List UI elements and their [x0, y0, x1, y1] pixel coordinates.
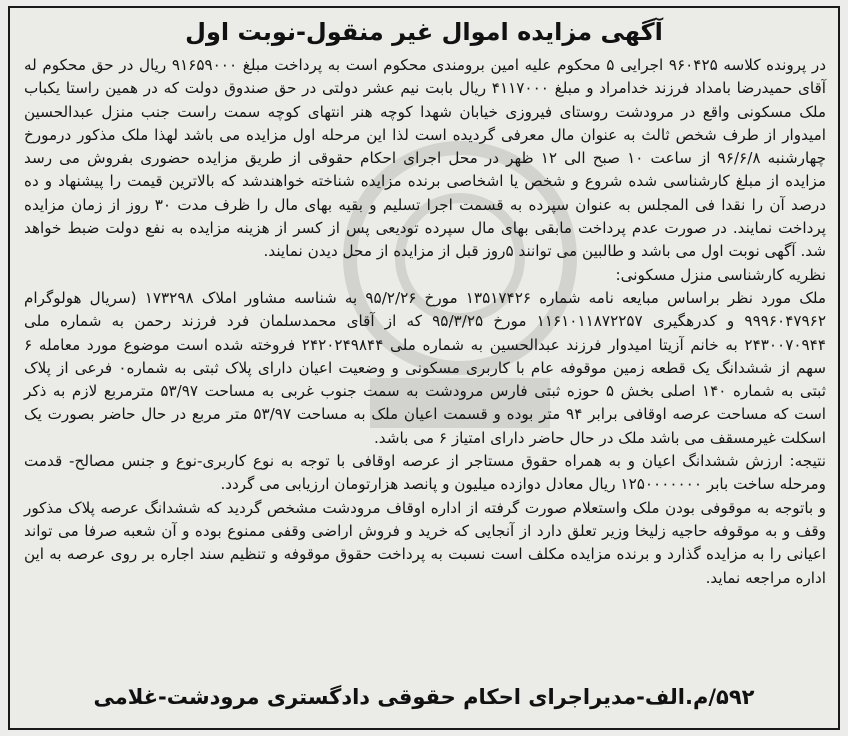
notice-paragraph-expert-details: ملک مورد نظر براساس مبایعه نامه شماره ۱۳۵۱۷۴۲۶ مورخ ۹۵/۲/۲۶ به شناسه مشاور املاک ۱۷۳۲۹۸ (سریال هولوگرام ۹۹۹۶۰۴۷۹۶۲ و کدرهگیری ۱۱۶۱۰۱۱۸۷۲۲۵۷ مورخ ۹۵/۳/۲۵ که از آقای محمدسلمان فرد فرزند رحمن به شماره ملی ۲۴۳۰۰۷۰۹۴۴ به خانم آزیتا امیدوار فرزند عبدالحسین به شماره ملی ۲۴۲۰۲۴۹۸۴۴ فروخته شده است موضوع مورد معامله ۶ سهم از ششدانگ یک قطعه زمین موقوفه عام با کاربری مسکونی و وضعیت اعیان دارای پلاک ثبتی به شماره۰ فرعی از پلاک ثبتی به شماره ۱۴۰ اصلی بخش ۵ حوزه ثبتی فارس مرودشت به سمت جنوب غربی به مساحت ۵۳/۹۷ مترمربع لازم به ذکر است که مساحت عرصه اوقافی برابر ۹۴ متر بوده و قسمت اعیان ملک به مساحت ۵۳/۹۷ متر مربع در حال حاضر بصورت یک اسکلت غیرمسقف می باشد ملک در حال حاضر دارای امتیاز ۶ می باشد. [24, 288, 827, 447]
notice-frame [8, 6, 840, 730]
notice-title: آگهی مزایده اموال غیر منقول-نوبت اول [185, 18, 663, 46]
notice-body [24, 54, 826, 590]
notice-paragraph-result: نتیجه: ارزش ششدانگ اعیان و به همراه حقوق مستاجر از عرصه اوقافی با توجه به نوع کاربری-نوع و جنس مصالح- قدمت ومرحله ساخت بابر ۱۲۵۰۰۰۰۰۰۰ ریال معادل دوازده میلیون و پانصد هزارتومان ارزیابی می گردد. [24, 452, 826, 494]
notice-paragraph-main: در پرونده کلاسه ۹۶۰۴۲۵ اجرایی ۵ محکوم علیه امین برومندی محکوم است به پرداخت مبلغ ۹۱۶۵۹۰۰۰ ریال در حق محکوم له آقای حمیدرضا بامداد فرزند خدامراد و مبلغ ۴۱۱۷۰۰۰ ریال بابت نیم عشر دولتی در حق صندوق دولت که در همین راستا یکباب ملک مسکونی واقع در مرودشت روستای فیروزی خیابان شهدا کوچه هنر انتهای کوچه سمت راست جنب منزل عبدالحسین امیدوار از طرف شخص ثالث به عنوان مال معرفی گردیده است لذا این مرحله اول مزایده می باشد لهذا ملک مذکور درمورخ چهارشنبه ۹۶/۶/۸ از ساعت ۱۰ صبح الی ۱۲ ظهر در محل اجرای احکام حقوقی از طریق مزایده حضوری بفروش می رسد مزایده از مبلغ کارشناسی شده شروع و شخص یا اشخاصی برنده مزایده شناخته خواهندشد که بالاترین قیمت را پیشنهاد و ده درصد آن را نقدا فی المجلس به عنوان سپرده به قسمت اجرا تسلیم و بقیه بهای مال را ظرف مدت ۳۰ روز از زمان مزایده پرداخت نمایند. در صورت عدم پرداخت مابقی بهای مال سپرده تودیعی پس از کسر از هزینه مزایده به نفع دولت ضبط خواهد شد. آگهی نوبت اول می باشد و طالبین می توانند ۵روز قبل از مزایده از محل دیدن نمایند. [24, 56, 826, 261]
notice-paragraph-expert-heading: نظریه کارشناسی منزل مسکونی: [615, 265, 826, 284]
notice-paragraph-endowment: و باتوجه به موقوفی بودن ملک واستعلام صورت گرفته از اداره اوقاف مرودشت مشخص گردید که ششدانگ عرصه پلاک مذکور وقف و به موقوفه حاجیه زلیخا وزیر تعلق دارد از آنجایی که خرید و فروش اراضی وقفی ممنوع بوده و آن شعبه صرفا می تواند اعیانی را به مزایده گذارد و برنده مزایده مکلف است نسبت به پرداخت حقوق موقوفه و تنظیم سند اجاره بر روی عرصه به این اداره مراجعه نماید. [24, 498, 826, 587]
notice-signature: ۵۹۲/م.الف-مدیراجرای احکام حقوقی دادگستری مرودشت-غلامی [93, 685, 755, 709]
